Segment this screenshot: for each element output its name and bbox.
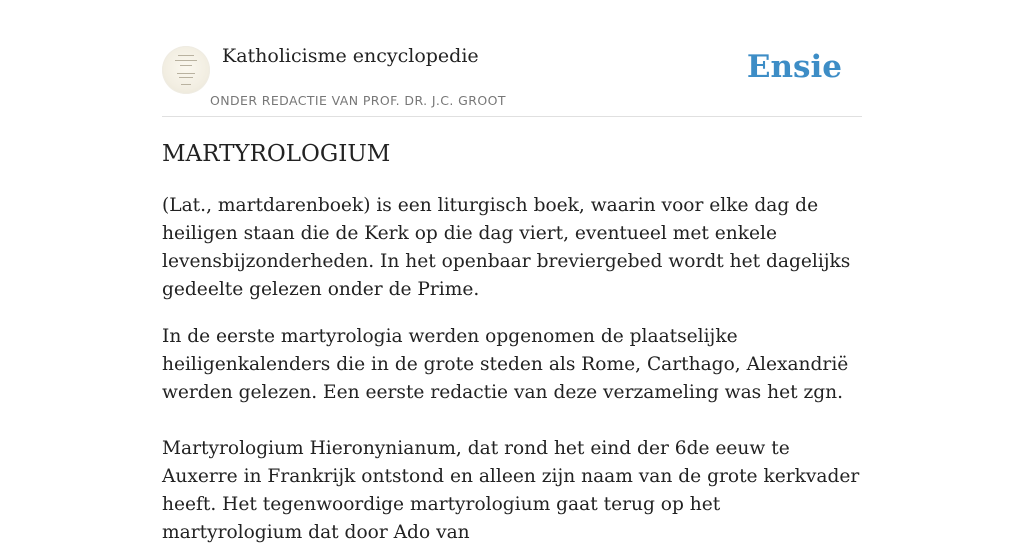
site-header [162, 40, 862, 117]
brand-logo-link[interactable]: Ensie [746, 49, 842, 85]
article-body [162, 138, 866, 547]
article-title: MARTYROLOGIUM [162, 141, 391, 167]
editor-subtitle: ONDER REDACTIE VAN PROF. DR. J.C. GROOT [210, 93, 506, 108]
article-paragraph: Martyrologium Hieronynianum, dat rond het eind der 6de eeuw te Auxerre in Frankrijk ontstond en alleen zijn naam van de grote kerkvader heeft. Het tegenwoordige martyrologium gaat terug op het martyrologium dat door Ado van [162, 438, 860, 543]
book-cover-thumbnail-icon[interactable] [162, 46, 210, 94]
article-paragraph: (Lat., martdarenboek) is een liturgisch boek, waarin voor elke dag de heiligen staan die de Kerk op die dag viert, eventueel met enkele levensbijzonderheden. In het openbaar breviergebed wordt het dagelijks gedeelte gelezen onder de Prime. [162, 195, 851, 300]
book-title-link[interactable]: Katholicisme encyclopedie [222, 45, 479, 67]
article-paragraph: In de eerste martyrologia werden opgenomen de plaatselijke heiligenkalenders die in de grote steden als Rome, Carthago, Alexandrië werden gelezen. Een eerste redactie van deze verzameling was het zgn. [162, 326, 849, 403]
